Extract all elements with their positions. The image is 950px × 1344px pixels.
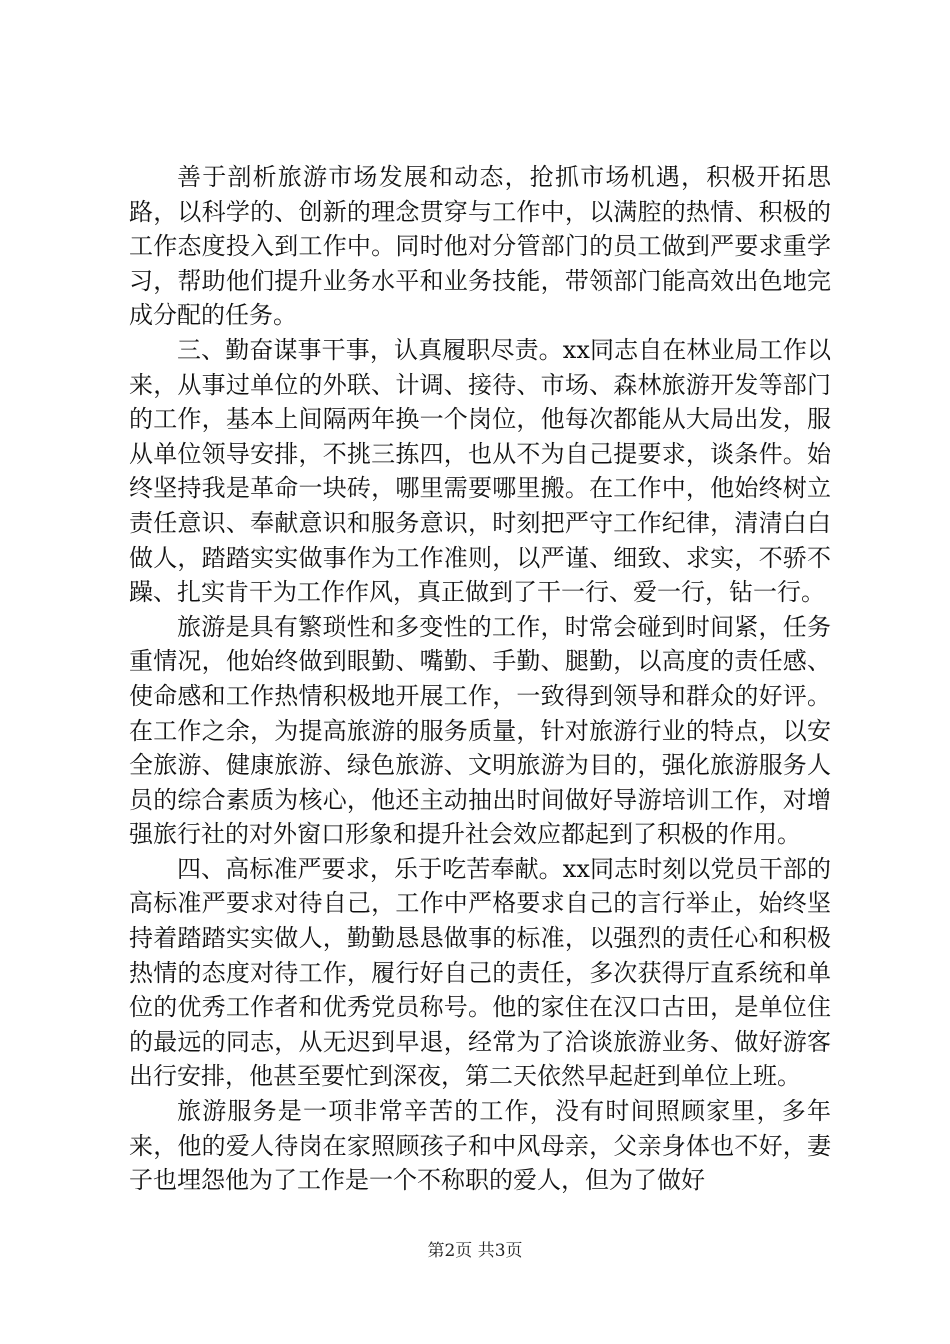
paragraph-4: 四、高标准严要求，乐于吃苦奉献。xx同志时刻以党员干部的高标准严要求对待自己，工作中严格要求自己的言行举止，始终坚持着踏踏实实做人，勤勤恳恳做事的标准，以强烈的责任心和积极热情的态度对待工作，履行好自己的责任，多次获得厅直系统和单位的优秀工作者和优秀党员称号。他的家住在汉口古田，是单位住的最远的同志，从无迟到早退，经常为了洽谈旅游业务、做好游客出行安排，他甚至要忙到深夜，第二天依然早起赶到单位上班。 [129, 854, 831, 1091]
paragraph-1: 善于剖析旅游市场发展和动态，抢抓市场机遇，积极开拓思路，以科学的、创新的理念贯穿与工作中，以满腔的热情、积极的工作态度投入到工作中。同时他对分管部门的员工做到严要求重学习，帮助他们提升业务水平和业务技能，带领部门能高效出色地完成分配的任务。 [129, 163, 831, 330]
paragraph-5: 旅游服务是一项非常辛苦的工作，没有时间照顾家里，多年来，他的爱人待岗在家照顾孩子和中风母亲，父亲身体也不好，妻子也埋怨他为了工作是一个不称职的爱人，但为了做好 [129, 1097, 831, 1195]
document-body [129, 160, 831, 1198]
paragraph-2: 三、勤奋谋事干事，认真履职尽责。xx同志自在林业局工作以来，从事过单位的外联、计调、接待、市场、森林旅游开发等部门的工作，基本上间隔两年换一个岗位，他每次都能从大局出发，服从单位领导安排，不挑三拣四，也从不为自己提要求，谈条件。始终坚持我是革命一块砖，哪里需要哪里搬。在工作中，他始终树立责任意识、奉献意识和服务意识，时刻把严守工作纪律，清清白白做人，踏踏实实做事作为工作准则，以严谨、细致、求实，不骄不躁、扎实肯干为工作作风，真正做到了干一行、爱一行，钻一行。 [129, 335, 831, 607]
paragraph-3: 旅游是具有繁琐性和多变性的工作，时常会碰到时间紧，任务重情况，他始终做到眼勤、嘴勤、手勤、腿勤，以高度的责任感、使命感和工作热情积极地开展工作，一致得到领导和群众的好评。在工作之余，为提高旅游的服务质量，针对旅游行业的特点，以安全旅游、健康旅游、绿色旅游、文明旅游为目的，强化旅游服务人员的综合素质为核心，他还主动抽出时间做好导游培训工作，对增强旅行社的对外窗口形象和提升社会效应都起到了积极的作用。 [129, 612, 831, 849]
page-number-footer: 第2页 共3页 [427, 1241, 523, 1261]
